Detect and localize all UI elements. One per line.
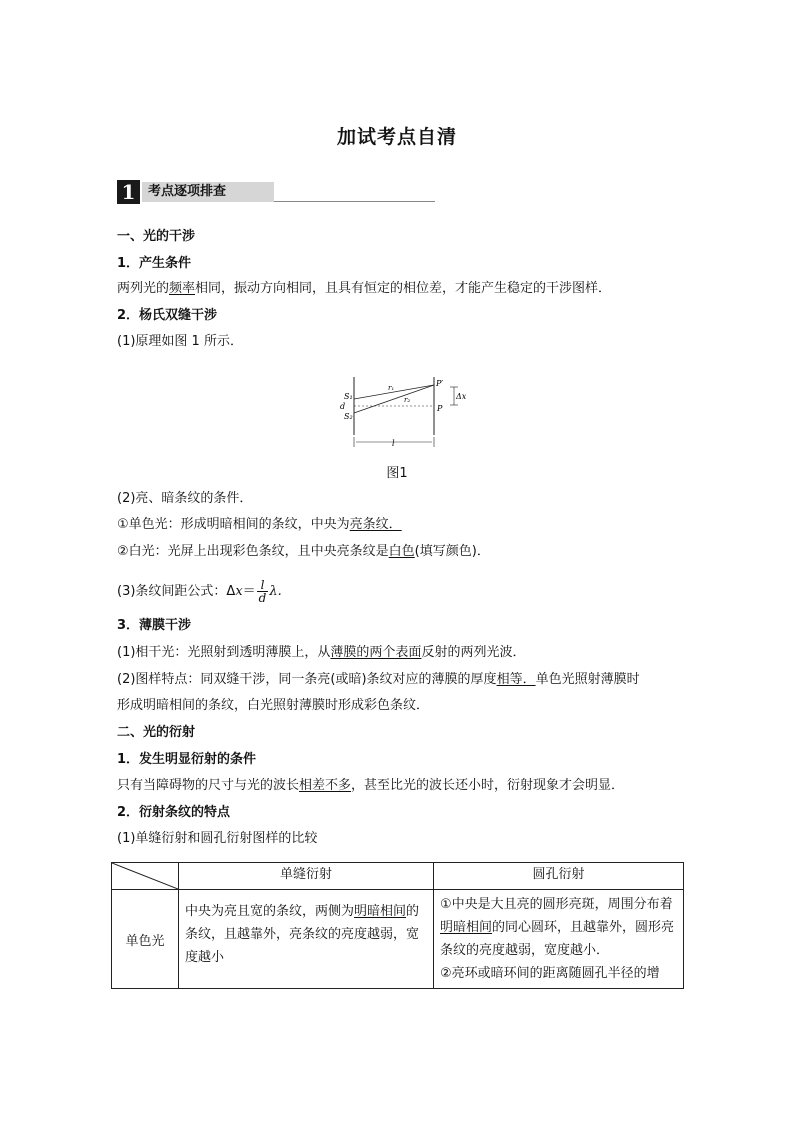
answer-blank: 亮条纹． <box>349 517 402 532</box>
text-part: 的同心圆环，且越靠外，圆形亮条纹的亮度越弱，宽度越小． <box>440 920 675 958</box>
label-d: d <box>340 402 346 411</box>
section-label: 考点逐项排查 <box>142 182 274 202</box>
figure-caption: 图1 <box>386 466 408 481</box>
cell-single-slit <box>179 890 434 989</box>
text-part: 的条纹，且越靠外，亮条纹的亮度越弱，宽度越小 <box>185 904 420 965</box>
label-r1: r₁ <box>388 384 395 392</box>
text-part: 相同，振动方向相同，且具有恒定的相位差，才能产生稳定的干涉图样． <box>195 281 612 296</box>
fraction-denominator: d <box>258 591 267 605</box>
label-s1: S₁ <box>344 392 353 401</box>
label-r2: r₂ <box>404 396 411 404</box>
text-conditions <box>117 280 611 298</box>
diagonal-line <box>112 863 178 889</box>
table-row <box>112 890 684 989</box>
answer-blank: 相差不多 <box>299 778 352 793</box>
double-slit-diagram <box>330 375 470 451</box>
text-part: 两列光的 <box>117 281 170 296</box>
text-part: ①中央是大且亮的圆形亮斑，周围分布着 <box>440 897 673 912</box>
text-diffraction-conditions <box>117 777 624 795</box>
text-part: ①单色光：形成明暗相间的条纹，中央为 <box>117 517 350 532</box>
text-part: (1)相干光：光照射到透明薄膜上，从 <box>117 645 331 660</box>
text-monochrome <box>117 516 402 534</box>
fraction-numerator: l <box>257 579 269 592</box>
answer-blank: 相等． <box>496 672 536 687</box>
answer-blank: 明暗相间 <box>440 920 493 935</box>
formula-fraction <box>257 579 269 604</box>
section-number: 1 <box>117 180 140 204</box>
heading-interference: 一、光的干涉 <box>117 229 196 244</box>
answer-blank: 频率 <box>169 281 196 296</box>
formula-lambda: λ. <box>269 584 282 599</box>
heading-diffraction: 二、光的衍射 <box>117 725 196 740</box>
text-part: 只有当障碍物的尺寸与光的波长 <box>117 778 300 793</box>
formula-equals: ＝ <box>242 584 256 599</box>
text-part: (2)图样特点：同双缝干涉，同一条亮(或暗)条纹对应的薄膜的厚度 <box>117 672 497 687</box>
label-p-prime: P′ <box>436 379 444 388</box>
text-part: ②白光：光屏上出现彩色条纹，且中央亮条纹是 <box>117 544 389 559</box>
text-part: 中央为亮且宽的条纹，两侧为 <box>185 904 355 919</box>
text-principle: (1)原理如图 1 所示． <box>117 334 243 349</box>
text-part: (3)条纹间距公式：Δ <box>117 584 236 599</box>
formula-x: x <box>235 584 243 599</box>
text-spacing-formula <box>117 579 282 604</box>
text-white-light <box>117 543 490 561</box>
subheading-young: 2．杨氏双缝干涉 <box>117 308 218 323</box>
page-title: 加试考点自清 <box>336 126 457 148</box>
label-l: l <box>392 439 395 448</box>
answer-blank: 明暗相间 <box>354 904 407 919</box>
text-comparison: (1)单缝衍射和圆孔衍射图样的比较 <box>117 831 318 846</box>
header-circular-hole: 圆孔衍射 <box>434 863 684 890</box>
subheading-diffraction-features: 2．衍射条纹的特点 <box>117 805 231 820</box>
cell-text <box>179 890 433 972</box>
section-underline <box>274 201 435 202</box>
subheading-diffraction-conditions: 1．发生明显衍射的条件 <box>117 752 257 767</box>
label-p: P <box>437 404 443 413</box>
text-pattern-cont: 形成明暗相间的条纹，白光照射薄膜时形成彩色条纹． <box>117 698 430 713</box>
table-header-row <box>112 863 684 890</box>
header-single-slit: 单缝衍射 <box>179 863 434 890</box>
text-bright-dark: (2)亮、暗条纹的条件． <box>117 491 253 506</box>
text-coherent <box>117 644 525 662</box>
text-part: ，甚至比光的波长还小时，衍射现象才会明显． <box>351 778 625 793</box>
section-header <box>117 180 435 204</box>
text-part: (填写颜色)． <box>414 544 490 559</box>
label-dx: Δx <box>456 392 467 401</box>
table-corner-cell <box>112 863 179 890</box>
cell-text <box>434 890 683 988</box>
text-part: ②亮环或暗环间的距离随圆孔半径的增 <box>440 966 660 981</box>
row-label-monochrome: 单色光 <box>112 890 179 989</box>
diffraction-comparison-table <box>111 862 684 989</box>
answer-blank: 薄膜的两个表面 <box>330 645 422 660</box>
label-s2: S₂ <box>344 412 353 421</box>
subheading-thin-film: 3．薄膜干涉 <box>117 618 192 633</box>
subheading-conditions: 1．产生条件 <box>117 256 192 271</box>
answer-blank: 白色 <box>388 544 415 559</box>
text-part: 反射的两列光波． <box>421 645 526 660</box>
text-part: 单色光照射薄膜时 <box>535 672 640 687</box>
cell-circular-hole <box>434 890 684 989</box>
text-pattern <box>117 671 640 689</box>
